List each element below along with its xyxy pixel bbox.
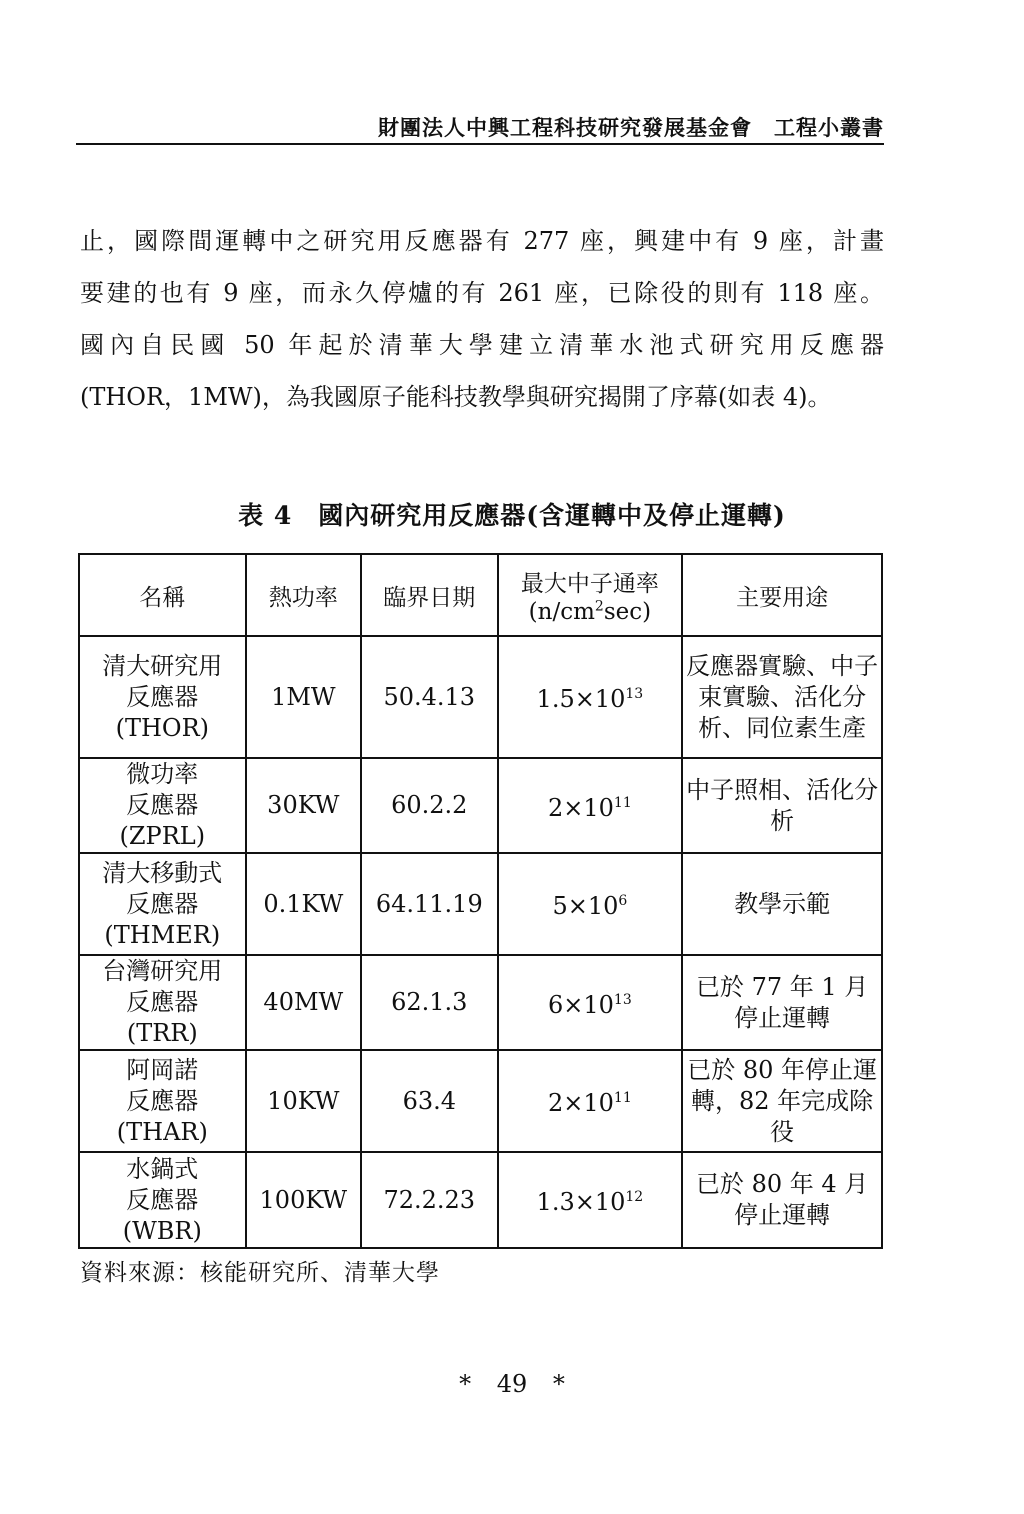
header-power: 熱功率 bbox=[246, 554, 361, 636]
max-neutron-flux: $2\times 10^{11}$ bbox=[498, 1050, 683, 1152]
critical-date: 60.2.2 bbox=[361, 758, 498, 853]
table-source-note: 資料來源：核能研究所、清華大學 bbox=[80, 1260, 440, 1286]
thermal-power: 0.1KW bbox=[246, 853, 361, 955]
paragraph-line: 國內自民國 50 年起於清華大學建立清華水池式研究用反應器 bbox=[80, 331, 884, 359]
critical-date: 72.2.23 bbox=[361, 1152, 498, 1248]
critical-date: 63.4 bbox=[361, 1050, 498, 1152]
table-row bbox=[79, 1050, 882, 1152]
thermal-power: 30KW bbox=[246, 758, 361, 853]
header-date: 臨界日期 bbox=[361, 554, 498, 636]
reactor-name: 阿岡諾 反應器 (THAR) bbox=[79, 1050, 246, 1152]
table-row bbox=[79, 853, 882, 955]
max-neutron-flux: $1.5\times 10^{13}$ bbox=[498, 636, 683, 758]
main-use: 教學示範 bbox=[682, 853, 882, 955]
running-header: 財團法人中興工程科技研究發展基金會 工程小叢書 bbox=[378, 115, 884, 140]
table-caption: 表 4 國內研究用反應器(含運轉中及停止運轉) bbox=[238, 501, 786, 530]
table-row bbox=[79, 758, 882, 853]
main-use: 中子照相、活化分析 bbox=[682, 758, 882, 853]
reactor-name: 水鍋式 反應器 (WBR) bbox=[79, 1152, 246, 1248]
header-flux-title: 最大中子通率 bbox=[520, 571, 659, 598]
header-rule bbox=[76, 143, 884, 145]
max-neutron-flux: $1.3\times 10^{12}$ bbox=[498, 1152, 683, 1248]
paragraph-line: 要建的也有 9 座，而永久停爐的有 261 座，已除役的則有 118 座。 bbox=[80, 279, 884, 307]
table-header-row bbox=[79, 554, 882, 636]
page-number: * 49 * bbox=[459, 1370, 565, 1398]
reactor-name: 微功率 反應器 (ZPRL) bbox=[79, 758, 246, 853]
paragraph-line: (THOR，1MW)，為我國原子能科技教學與研究揭開了序幕(如表 4)。 bbox=[80, 383, 832, 411]
main-use: 已於 77 年 1 月停止運轉 bbox=[682, 955, 882, 1050]
table-row bbox=[79, 1152, 882, 1248]
main-use: 已於 80 年停止運轉，82 年完成除役 bbox=[682, 1050, 882, 1152]
header-flux-unit: $(n/cm^2\sec)$ bbox=[528, 598, 652, 625]
main-use: 已於 80 年 4 月停止運轉 bbox=[682, 1152, 882, 1248]
max-neutron-flux: $5\times 10^6$ bbox=[498, 853, 683, 955]
reactor-table bbox=[78, 553, 883, 1249]
paragraph-line: 止，國際間運轉中之研究用反應器有 277 座，興建中有 9 座，計畫 bbox=[80, 227, 884, 255]
thermal-power: 1MW bbox=[246, 636, 361, 758]
table-row bbox=[79, 955, 882, 1050]
reactor-name: 清大研究用 反應器 (THOR) bbox=[79, 636, 246, 758]
thermal-power: 100KW bbox=[246, 1152, 361, 1248]
reactor-name: 台灣研究用 反應器 (TRR) bbox=[79, 955, 246, 1050]
header-use: 主要用途 bbox=[682, 554, 882, 636]
body-paragraph bbox=[80, 215, 884, 423]
main-use: 反應器實驗、中子束實驗、活化分析、同位素生產 bbox=[682, 636, 882, 758]
max-neutron-flux: $6\times 10^{13}$ bbox=[498, 955, 683, 1050]
reactor-name: 清大移動式 反應器 (THMER) bbox=[79, 853, 246, 955]
thermal-power: 10KW bbox=[246, 1050, 361, 1152]
critical-date: 64.11.19 bbox=[361, 853, 498, 955]
header-name: 名稱 bbox=[79, 554, 246, 636]
critical-date: 50.4.13 bbox=[361, 636, 498, 758]
header-flux bbox=[498, 554, 683, 636]
max-neutron-flux: $2\times 10^{11}$ bbox=[498, 758, 683, 853]
thermal-power: 40MW bbox=[246, 955, 361, 1050]
critical-date: 62.1.3 bbox=[361, 955, 498, 1050]
table-row bbox=[79, 636, 882, 758]
